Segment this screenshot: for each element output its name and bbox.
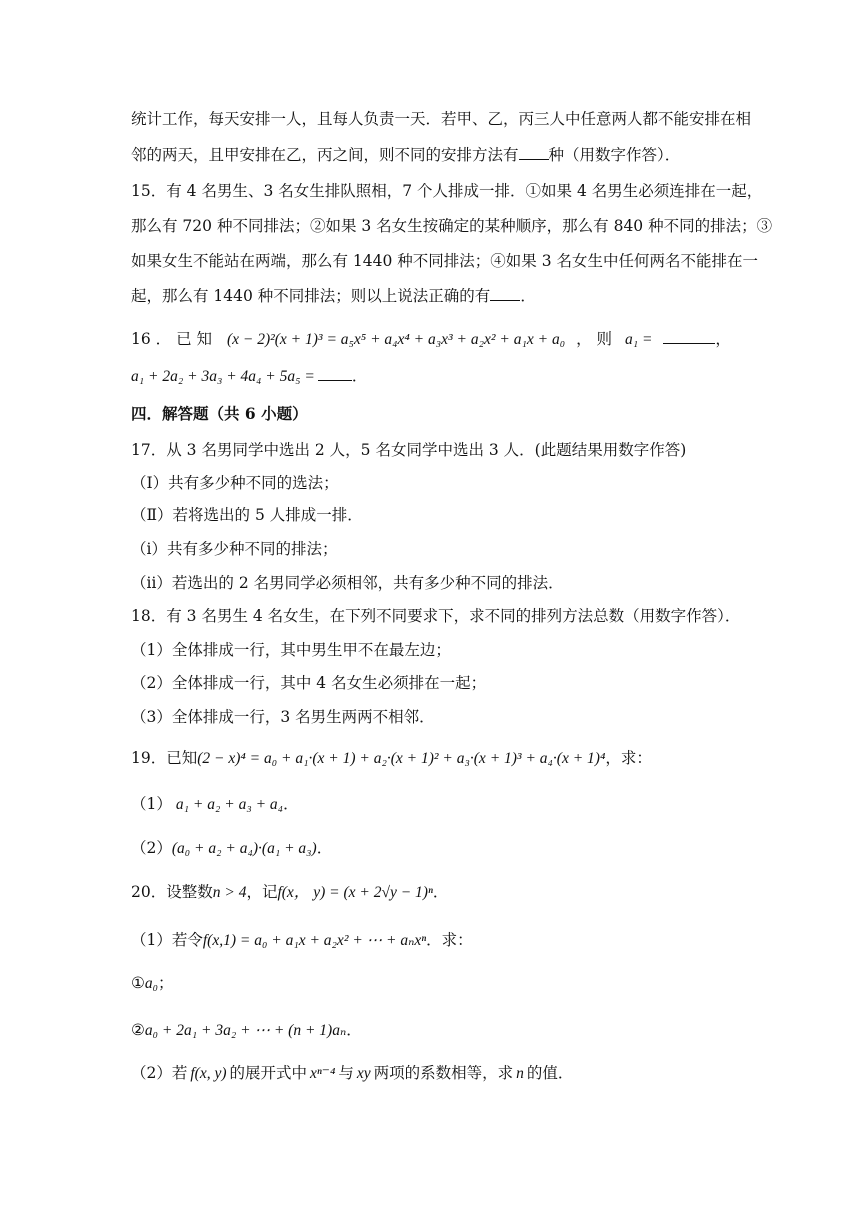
question-20-part-1ii: ②a₀ + 2a₁ + 3a₂ + ⋯ + (n + 1)aₙ． (131, 1021, 362, 1039)
question-20-part-1i: ①a₀； (131, 974, 174, 992)
equation: f(x,1) = a₀ + a₁x + a₂x² + ⋯ + aₙxⁿ (202, 932, 427, 949)
equation: xⁿ⁻⁴ (310, 1065, 336, 1082)
section-heading: 四．解答题（共 6 小题） (131, 404, 308, 423)
question-17-part-2ii: （ⅱ）若选出的 2 名男同学必须相邻，共有多少种不同的排法． (131, 574, 564, 592)
equation: n > 4 (212, 884, 247, 901)
question-19-part-2: （2）(a₀ + a₂ + a₄)·(a₁ + a₃)． (131, 839, 333, 857)
question-17-part-2: （Ⅱ）若将选出的 5 人排成一排． (131, 506, 363, 524)
answer-blank (318, 366, 352, 381)
question-18-part-3: （3）全体排成一行，3 名男生两两不相邻． (131, 708, 435, 726)
question-15-line-2: 那么有 720 种不同排法；②如果 3 名女生按确定的某种顺序，那么有 840 种不同的排法；③ (131, 217, 773, 235)
question-16-line-2: a₁ + 2a₂ + 3a₃ + 4a₄ + 5a₅ = ． (131, 367, 368, 385)
equation: a₁ + 2a₂ + 3a₃ + 4a₄ + 5a₅ = (131, 368, 315, 385)
question-15-line-3: 如果女生不能站在两端，那么有 1440 种不同排法；④如果 3 名女生中任何两名不能排在一 (131, 252, 759, 270)
text-line-2: 邻的两天，且甲安排在乙，丙之间，则不同的安排方法有 种（用数字作答）． (131, 146, 681, 164)
question-20: 20．设整数n > 4，记f(x， y) = (x + 2√y − 1)ⁿ． (131, 883, 449, 901)
equation: a₀ + 2a₁ + 3a₂ + ⋯ + (n + 1)aₙ (144, 1022, 347, 1039)
equation: (a₀ + a₂ + a₄)·(a₁ + a₃) (171, 840, 317, 857)
equation: (2 − x)⁴ = a₀ + a₁·(x + 1) + a₂·(x + 1)² + a₃·(x + 1)³ + a₄·(x + 1)⁴ (197, 750, 606, 767)
question-19: 19．已知(2 − x)⁴ = a₀ + a₁·(x + 1) + a₂·(x + 1)² + a₃·(x + 1)³ + a₄·(x + 1)⁴，求： (131, 749, 652, 767)
question-15-line-1: 15．有 4 名男生、3 名女生排队照相，7 个人排成一排．①如果 4 名男生必须连排在一起， (131, 182, 763, 200)
answer-blank (490, 286, 520, 301)
equation: a₁ + a₂ + a₃ + a₄ (175, 796, 284, 813)
equation: a₀ (144, 975, 159, 992)
equation: f(x, y) (190, 1065, 227, 1082)
equation: f(x， y) = (x + 2√y − 1)ⁿ (277, 884, 433, 901)
question-17-part-1: （Ⅰ）共有多少种不同的选法； (131, 474, 339, 492)
question-18-part-2: （2）全体排成一行，其中 4 名女生必须排在一起； (131, 674, 487, 692)
equation: (x − 2)²(x + 1)³ = a₅x⁵ + a₄x⁴ + a₃x³ + a₂x² + a₁x + a₀ (226, 331, 566, 348)
text-line-1: 统计工作，每天安排一人，且每人负责一天．若甲、乙，丙三人中任意两人都不能安排在相 (131, 110, 752, 128)
answer-blank (663, 329, 715, 344)
question-17-part-2i: （ⅰ）共有多少种不同的排法； (131, 540, 338, 558)
equation: a₁ = (624, 331, 653, 348)
question-20-part-2: （2）若 f(x, y) 的展开式中 xⁿ⁻⁴ 与 xy 两项的系数相等，求 n 的值． (131, 1064, 574, 1082)
question-17: 17．从 3 名男同学中选出 2 人，5 名女同学中选出 3 人．(此题结果用数字作答) (131, 441, 687, 459)
question-18-part-1: （1）全体排成一行，其中男生甲不在最左边； (131, 641, 451, 659)
equation: n (516, 1065, 524, 1082)
question-20-part-1: （1）若令f(x,1) = a₀ + a₁x + a₂x² + ⋯ + aₙxⁿ．求： (131, 931, 473, 949)
question-15-line-4: 起，那么有 1440 种不同排法；则以上说法正确的有 ． (131, 287, 536, 305)
question-16-line-1: 16 ． 已 知 (x − 2)²(x + 1)³ = a₅x⁵ + a₄x⁴ + a₃x³ + a₂x² + a₁x + a₀ ， 则 a₁ = ， (131, 330, 731, 348)
question-18: 18．有 3 名男生 4 名女生，在下列不同要求下，求不同的排列方法总数（用数字作答）． (131, 607, 741, 625)
answer-blank (519, 145, 549, 160)
question-19-part-1: （1） a₁ + a₂ + a₃ + a₄． (131, 795, 299, 813)
equation: xy (356, 1065, 371, 1082)
